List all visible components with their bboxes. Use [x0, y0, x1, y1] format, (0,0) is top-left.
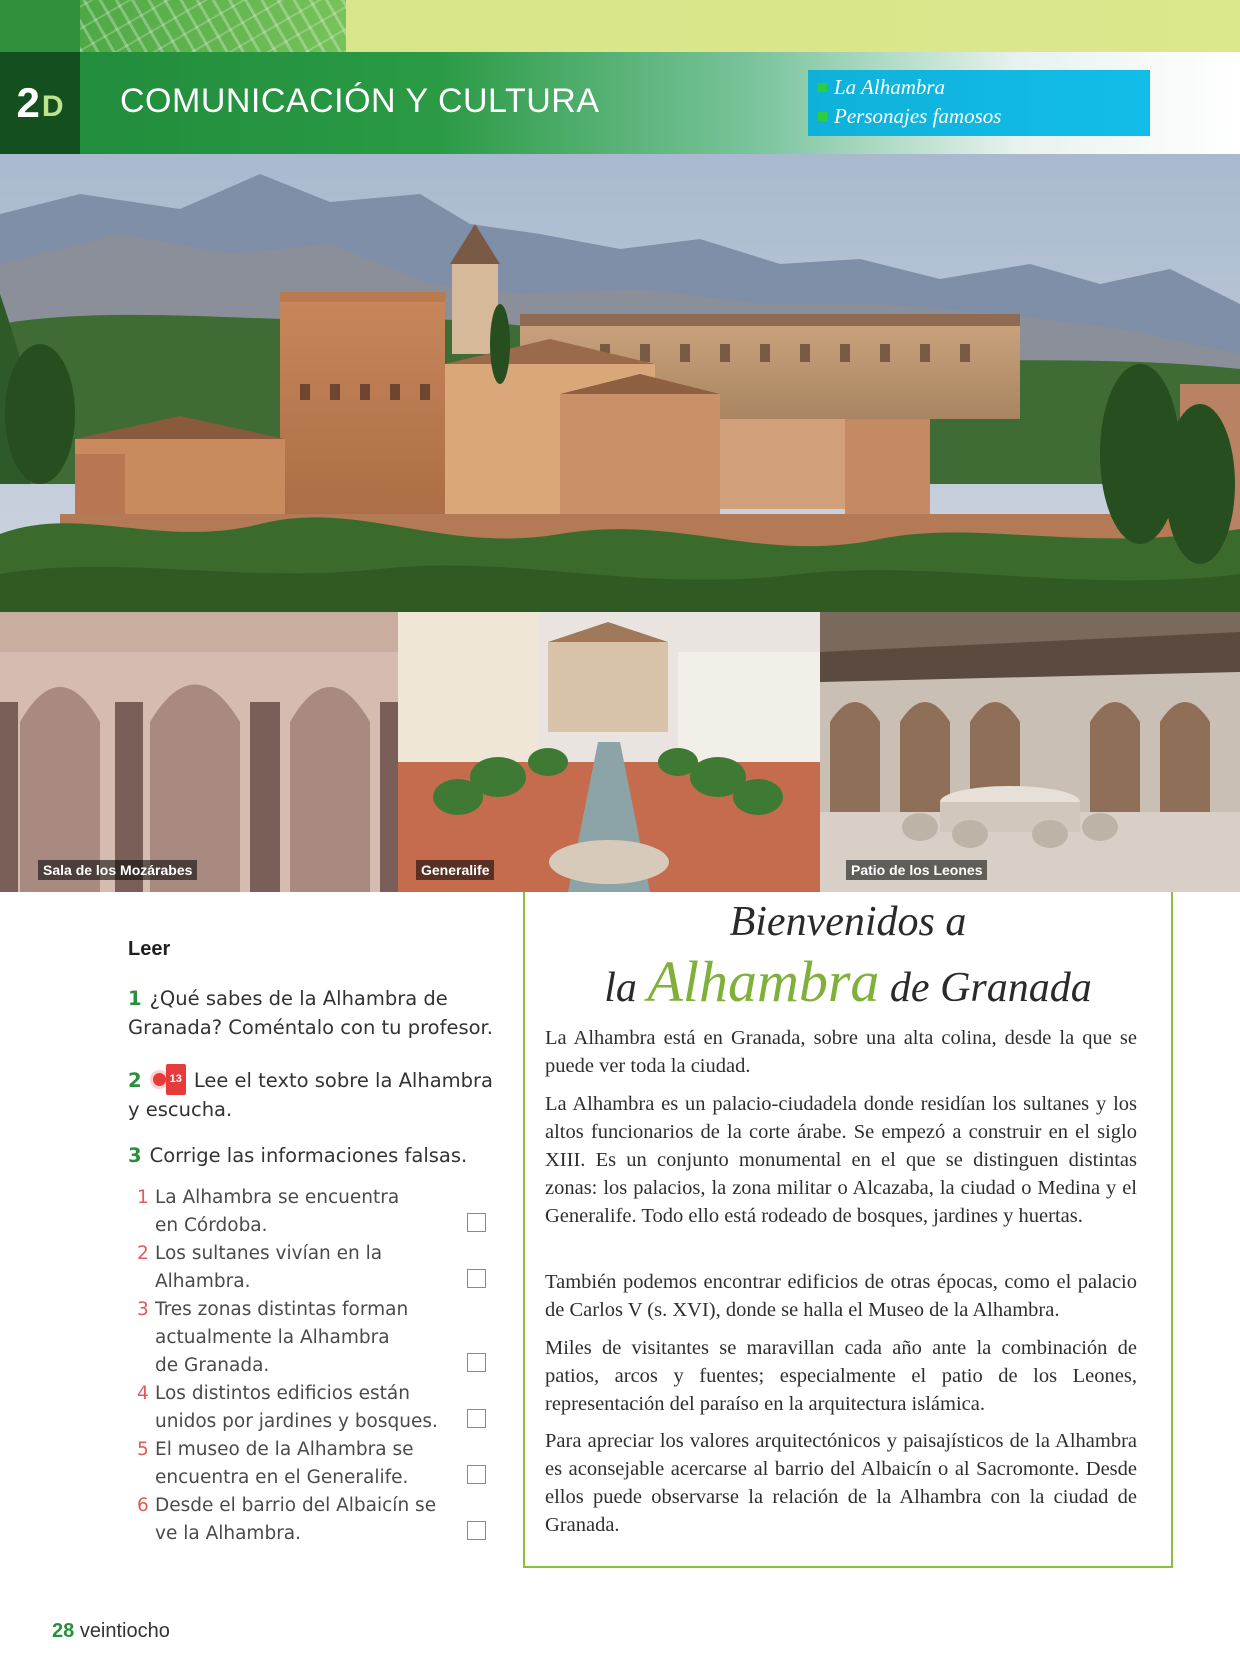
statement-checkbox[interactable]: [467, 1353, 486, 1372]
bullet-square-icon: [818, 112, 827, 121]
statement-line: Los sultanes vivían en la: [155, 1243, 383, 1264]
photo-generalife: [398, 612, 820, 892]
hero-photo-alhambra: [0, 154, 1240, 612]
page-number-word: veintiocho: [79, 1620, 170, 1642]
title-highlight: Alhambra: [647, 949, 880, 1014]
unit-number: 2: [16, 79, 40, 126]
activity-number: 3: [128, 1144, 142, 1167]
statement-line: La Alhambra se encuentra: [155, 1187, 400, 1208]
activity-number: 1: [128, 987, 142, 1010]
activity-text: Lee el texto sobre la Alhambra y escucha.: [128, 1069, 493, 1121]
statement-checkbox[interactable]: [467, 1213, 486, 1232]
statement-line: en Córdoba.: [155, 1215, 268, 1236]
statement-item: [137, 1184, 497, 1240]
statement-line: Los distintos edificios están: [155, 1383, 410, 1404]
reading-title-line1: Bienvenidos a: [729, 899, 967, 945]
track-number: 13: [166, 1064, 186, 1095]
audio-track-button[interactable]: [150, 1064, 186, 1095]
reading-title-line2: [523, 948, 1173, 1015]
statement-line: ve la Alhambra.: [155, 1523, 302, 1544]
activity-3: [128, 1141, 508, 1170]
statement-checkbox[interactable]: [467, 1269, 486, 1288]
photo-sala-mozarabes: [0, 612, 398, 892]
title-post: de Granada: [889, 965, 1092, 1011]
reading-paragraph: La Alhambra es un palacio-ciudadela donde residían los sultanes y los altos funcionarios de la corte árabe. Se empezó a construir en el siglo XIII. Es un conjunto monumental en el que se distinguen distintas zonas: los palacios, la zona militar o Alcazaba, la ciudad o Medina y el Generalife. Todo ello está rodeado de bosques, jardines y huertas.: [545, 1093, 1137, 1227]
title-pre: la: [604, 965, 637, 1011]
statement-line: El museo de la Alhambra se: [155, 1439, 414, 1460]
statement-line: actualmente la Alhambra: [155, 1327, 390, 1348]
statement-line: encuentra en el Generalife.: [155, 1467, 409, 1488]
section-heading-leer: Leer: [128, 938, 171, 960]
statement-item: [137, 1296, 497, 1380]
photo-caption: Patio de los Leones: [846, 860, 987, 880]
statement-line: Desde el barrio del Albaicín se: [155, 1495, 437, 1516]
topics-box: [808, 70, 1150, 136]
activity-number: 2: [128, 1069, 142, 1092]
alhambra-panorama-illustration: [0, 154, 1240, 612]
statement-number: 4: [137, 1383, 149, 1404]
statement-number: 6: [137, 1495, 149, 1516]
statement-number: 2: [137, 1243, 149, 1264]
statement-number: 3: [137, 1299, 149, 1320]
reading-paragraph: La Alhambra está en Granada, sobre una alta colina, desde la que se puede ver toda la ciudad.: [545, 1027, 1137, 1077]
photo-caption: Sala de los Mozárabes: [38, 860, 197, 880]
page-number: [52, 1620, 170, 1643]
top-left-block: [0, 0, 80, 52]
garden-illustration: [398, 612, 820, 892]
activity-text: ¿Qué sabes de la Alhambra de Granada? Coméntalo con tu profesor.: [128, 987, 493, 1039]
section-title: COMUNICACIÓN Y CULTURA: [120, 82, 600, 120]
reading-paragraph: También podemos encontrar edificios de otras épocas, como el palacio de Carlos V (s. XVI), donde se halla el Museo de la Alhambra.: [545, 1271, 1137, 1321]
statement-line: Alhambra.: [155, 1271, 251, 1292]
statement-checkbox[interactable]: [467, 1409, 486, 1428]
reading-paragraph: Miles de visitantes se maravillan cada año ante la combinación de patios, arcos y fuentes; especialmente el patio de los Leones, representación del paraíso en la arquitectura islámica.: [545, 1337, 1137, 1415]
courtyard-illustration: [820, 612, 1240, 892]
statement-number: 5: [137, 1439, 149, 1460]
unit-badge: [0, 52, 80, 154]
topic-item: [818, 104, 1001, 129]
unit-letter: D: [41, 90, 64, 123]
statement-line: unidos por jardines y bosques.: [155, 1411, 438, 1432]
page-number-digits: 28: [52, 1620, 75, 1642]
photo-patio-leones: [820, 612, 1240, 892]
statement-item: [137, 1380, 497, 1436]
topic-item: [818, 75, 945, 100]
statement-number: 1: [137, 1187, 149, 1208]
photo-caption: Generalife: [416, 860, 494, 880]
topic-label: La Alhambra: [834, 75, 946, 99]
topic-label: Personajes famosos: [834, 104, 1002, 128]
statement-checkbox[interactable]: [467, 1465, 486, 1484]
arches-illustration: [0, 612, 398, 892]
statement-item: [137, 1492, 497, 1548]
reading-paragraph: Para apreciar los valores arquitectónicos y paisajísticos de la Alhambra es aconsejable acercarse al barrio del Albaicín o al Sacromonte. Desde ellos puede observarse la relación de la Alhambra con la ciudad de Granada.: [545, 1430, 1137, 1536]
statement-checkbox[interactable]: [467, 1521, 486, 1540]
activity-1: [128, 984, 508, 1042]
statement-line: Tres zonas distintas forman: [155, 1299, 409, 1320]
statement-item: [137, 1240, 497, 1296]
activity-text: Corrige las informaciones falsas.: [149, 1144, 468, 1167]
map-texture-strip: [80, 0, 346, 52]
bullet-square-icon: [818, 83, 827, 92]
statement-item: [137, 1436, 497, 1492]
activity-2: [128, 1064, 508, 1124]
statement-line: de Granada.: [155, 1355, 270, 1376]
